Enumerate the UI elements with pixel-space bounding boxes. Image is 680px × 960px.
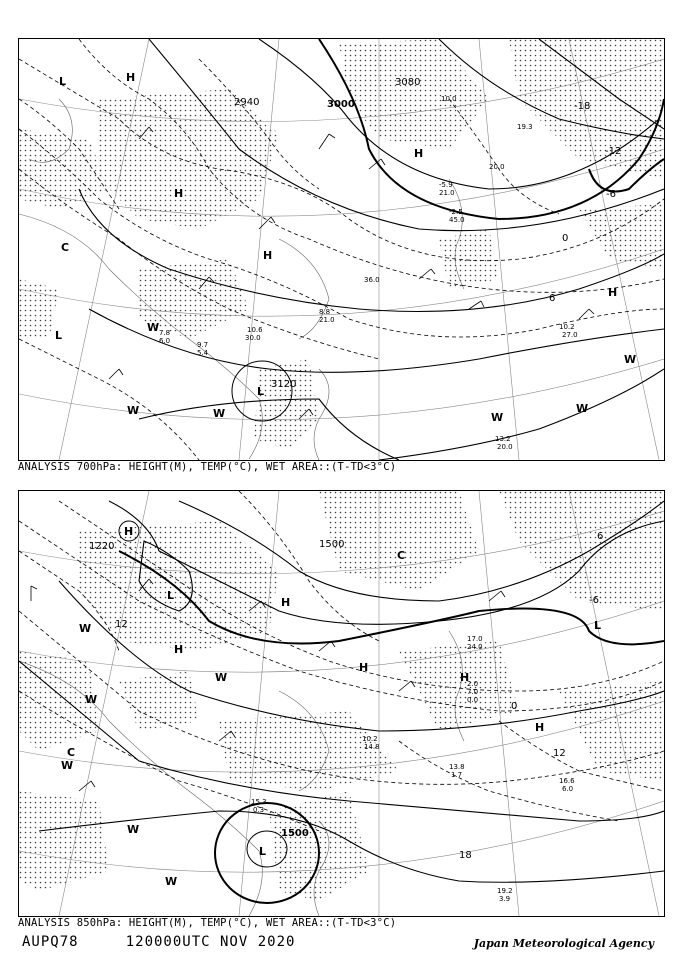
warm-center-label: W xyxy=(213,407,226,420)
station-value: -5.9 xyxy=(439,181,453,189)
station-value: 14.8 xyxy=(364,743,380,751)
map-700hpa-svg xyxy=(19,39,664,460)
height-contour-label: 3000 xyxy=(327,99,355,110)
station-value: 20.0 xyxy=(489,163,505,171)
warm-center-label: W xyxy=(61,759,74,772)
low-center-label: L xyxy=(594,619,602,632)
station-value: 7.8 xyxy=(159,329,171,337)
wet-area-shading xyxy=(19,491,664,901)
map-panel-850hpa xyxy=(18,490,665,917)
high-center-label: H xyxy=(281,596,291,609)
station-value: 6.0 xyxy=(562,785,574,793)
station-value: 7.0 xyxy=(467,688,479,696)
temp-contour-label: -6 xyxy=(589,595,599,606)
high-center-label: H xyxy=(359,661,369,674)
low-center-label: L xyxy=(259,845,267,858)
temp-contour-label: 18 xyxy=(459,850,472,861)
station-value: 15.3 xyxy=(251,798,267,806)
temp-contour-label: 6 xyxy=(549,293,556,304)
station-value: 0.0 xyxy=(467,696,479,704)
station-value: 10.2 xyxy=(362,735,378,743)
station-value: 20.0 xyxy=(497,443,513,451)
cold-center-label: C xyxy=(67,746,76,759)
height-contour-label: 1220 xyxy=(89,541,115,552)
station-value: 8.8 xyxy=(319,308,331,316)
temp-contour-label: -12 xyxy=(605,146,622,157)
temp-contour-label: -6 xyxy=(606,189,616,200)
height-contour-label: 3080 xyxy=(395,77,421,88)
high-center-label: H xyxy=(414,147,424,160)
warm-center-label: W xyxy=(79,622,92,635)
agency-credit: Japan Meteorological Agency xyxy=(473,937,654,950)
height-contour-label: 1500 xyxy=(281,828,309,839)
high-center-label: H xyxy=(608,286,618,299)
warm-center-label: W xyxy=(624,353,637,366)
station-value: 21.0 xyxy=(439,189,455,197)
station-value: 10.6 xyxy=(247,326,263,334)
high-center-label: H xyxy=(126,71,136,84)
high-center-label: H xyxy=(263,249,273,262)
high-center-label: H xyxy=(535,721,545,734)
station-value: -2.5 xyxy=(449,208,463,216)
station-value: 6.0 xyxy=(159,337,171,345)
temp-contour-label: 12 xyxy=(553,748,566,759)
warm-center-label: W xyxy=(165,875,178,888)
low-center-label: L xyxy=(257,385,265,398)
high-center-label: H xyxy=(174,187,184,200)
warm-center-label: W xyxy=(491,411,504,424)
station-value: 36.0 xyxy=(364,276,380,284)
station-value: 5.4 xyxy=(197,349,209,357)
temp-contour-label: 0 xyxy=(511,701,518,712)
station-value: 24.0 xyxy=(467,643,483,651)
chart-identifier: AUPQ78 120000UTC NOV 2020 xyxy=(22,934,296,950)
temp-contour-label: 0 xyxy=(562,233,569,244)
low-center-label: L xyxy=(55,329,63,342)
station-value: 19.3 xyxy=(517,123,533,131)
caption-850hpa: ANALYSIS 850hPa: HEIGHT(M), TEMP(°C), WET AREA::(T-TD<3°C) xyxy=(18,917,397,929)
low-center-label: L xyxy=(167,589,175,602)
height-contour-label: 3120 xyxy=(271,379,297,390)
station-value: 17.0 xyxy=(467,635,483,643)
temp-contour-label: 12 xyxy=(115,619,128,630)
station-value: 16.6 xyxy=(559,777,575,785)
station-value: 3.9 xyxy=(499,895,511,903)
station-value: 10.2 xyxy=(559,323,575,331)
height-contour-label: 1500 xyxy=(319,539,345,550)
warm-center-label: W xyxy=(127,823,140,836)
cold-center-label: C xyxy=(61,241,70,254)
map-panel-700hpa xyxy=(18,38,665,461)
cold-center-label: C xyxy=(397,549,406,562)
station-value: 45.0 xyxy=(449,216,465,224)
warm-center-label: W xyxy=(215,671,228,684)
station-value: 2.0 xyxy=(467,680,479,688)
station-value: 27.0 xyxy=(562,331,578,339)
warm-center-label: W xyxy=(576,402,589,415)
caption-700hpa: ANALYSIS 700hPa: HEIGHT(M), TEMP(°C), WET AREA::(T-TD<3°C) xyxy=(18,461,397,473)
station-value: 21.0 xyxy=(319,316,335,324)
warm-center-label: W xyxy=(127,404,140,417)
high-center-label: H xyxy=(174,643,184,656)
station-value: 13.8 xyxy=(449,763,465,771)
station-value: 0.3 xyxy=(253,806,265,814)
temp-contour-label: -18 xyxy=(574,101,591,112)
station-value: 30.0 xyxy=(245,334,261,342)
map-850hpa-svg xyxy=(19,491,664,916)
station-value: 9.7 xyxy=(197,341,209,349)
warm-center-label: W xyxy=(147,321,160,334)
height-contour-label: 2940 xyxy=(234,97,260,108)
low-center-label: L xyxy=(59,75,67,88)
station-value: 1.7 xyxy=(451,771,463,779)
high-center-label: H xyxy=(124,525,134,538)
temp-contour-label: 6 xyxy=(597,531,604,542)
station-value: 10.0 xyxy=(441,95,457,103)
high-center-label: H xyxy=(460,671,470,684)
warm-center-label: W xyxy=(85,693,98,706)
station-value: 13.2 xyxy=(495,435,511,443)
station-value: 19.2 xyxy=(497,887,513,895)
